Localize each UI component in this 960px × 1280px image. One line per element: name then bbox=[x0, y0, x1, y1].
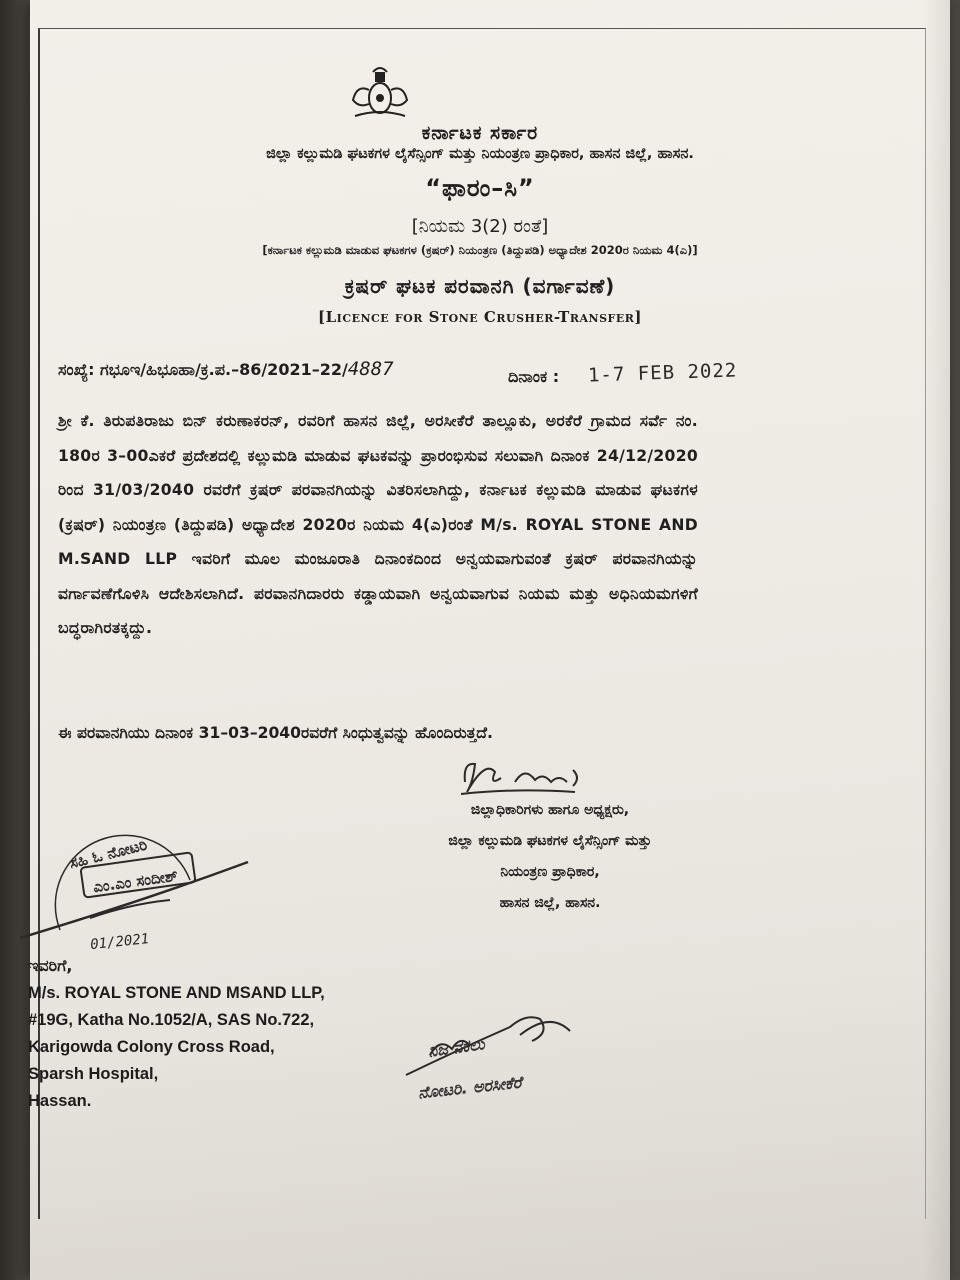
recipient-line-5: Hassan. bbox=[28, 1092, 92, 1110]
signatory-line-3: ನಿಯಂತ್ರಣ ಪ್ರಾಧಿಕಾರ, bbox=[500, 864, 600, 880]
signatory-block bbox=[390, 795, 710, 919]
signatory-line-2: ಜಿಲ್ಲಾ ಕಲ್ಲುಮಡಿ ಘಟಕಗಳ ಲೈಸೆನ್ಸಿಂಗ್ ಮತ್ತು bbox=[448, 833, 652, 849]
validity-statement: ಈ ಪರವಾನಗಿಯು ದಿನಾಂಕ 31–03–2040ರವರೆಗೆ ಸಿಂಧುತ್ವವನ್ನು ಹೊಂದಿರುತ್ತದೆ. bbox=[58, 724, 493, 742]
signatory-line-1: ಜಿಲ್ಲಾಧಿಕಾರಿಗಳು ಹಾಗೂ ಅಧ್ಯಕ್ಷರು, bbox=[470, 802, 630, 818]
licence-title-kannada: ಕ್ರಷರ್ ಘಟಕ ಪರವಾನಗಿ (ವರ್ಗಾವಣೆ) bbox=[344, 274, 616, 298]
state-emblem-icon bbox=[345, 60, 415, 122]
recipient-address bbox=[28, 980, 325, 1115]
to-label: ಇವರಿಗೆ, bbox=[28, 956, 73, 975]
stamp-arc-text: ಸಹಿ ಓ ನೋಟರಿ bbox=[67, 835, 149, 873]
notary-office-label: ನೋಟರಿ. ಅರಸೀಕೆರೆ bbox=[417, 1072, 523, 1103]
form-title: “ಫಾರಂ–ಸಿ” bbox=[425, 174, 535, 202]
reference-number-handwritten: 4887 bbox=[347, 358, 394, 380]
stamp-name-text: ಎಂ.ಎಂ ಸಂದೀಶ್ bbox=[92, 866, 179, 897]
recipient-line-4: Sparsh Hospital, bbox=[28, 1065, 159, 1083]
recipient-line-1: M/s. ROYAL STONE AND MSAND LLP, bbox=[28, 984, 325, 1002]
reference-number bbox=[58, 358, 394, 380]
recipient-line-3: Karigowda Colony Cross Road, bbox=[28, 1038, 275, 1056]
true-copy-label: ನಿಜ ನಕಲು bbox=[426, 1034, 486, 1061]
officer-signature-icon bbox=[455, 752, 595, 800]
recipient-line-2: #19G, Katha No.1052/A, SAS No.722, bbox=[28, 1011, 315, 1029]
authority-name: ಜಿಲ್ಲಾ ಕಲ್ಲುಮಡಿ ಘಟಕಗಳ ಲೈಸೆನ್ಸಿಂಗ್ ಮತ್ತು ನಿಯಂತ್ರಣ ಪ್ರಾಧಿಕಾರ, ಹಾಸನ ಜಿಲ್ಲೆ, ಹಾಸನ. bbox=[266, 146, 694, 162]
licence-title-english: [Licence for Stone Crusher-Transfer] bbox=[318, 308, 642, 326]
signatory-line-4: ಹಾಸನ ಜಿಲ್ಲೆ, ಹಾಸನ. bbox=[499, 895, 601, 911]
rule-reference: [ನಿಯಮ 3(2) ರಂತೆ] bbox=[411, 216, 549, 237]
reference-number-label: ಸಂಖ್ಯೆ: ಗಭೂಇ/ಹಿಭೂಹಾ/ಕ್ರ.ಪ.–86/2021–22/ bbox=[58, 360, 348, 379]
date-stamp: 1-7 FEB 2022 bbox=[587, 359, 738, 387]
licence-body-paragraph: ಶ್ರೀ ಕೆ. ತಿರುಪತಿರಾಜು ಬಿನ್ ಕರುಣಾಕರನ್, ರವರಿಗೆ ಹಾಸನ ಜಿಲ್ಲೆ, ಅರಸೀಕೆರೆ ತಾಲ್ಲೂಕು, ಅರಕೆರೆ ಗ್ರಾಮದ ಸರ್ವೆ ನಂ. 180ರ 3–00ಎಕರೆ ಪ್ರದೇಶದಲ್ಲಿ ಕಲ್ಲುಮಡಿ ಮಾಡುವ ಘಟಕವನ್ನು ಪ್ರಾರಂಭಿಸುವ ಸಲುವಾಗಿ ದಿನಾಂಕ 24/12/2020 ರಿಂದ 31/03/2040 ರವರೆಗೆ ಕ್ರಷರ್ ಪರವಾನಗಿಯನ್ನು ವಿತರಿಸಲಾಗಿದ್ದು, ಕರ್ನಾಟಕ ಕಲ್ಲುಮಡಿ ಮಾಡುವ ಘಟಕಗಳ (ಕ್ರಷರ್) ನಿಯಂತ್ರಣ (ತಿದ್ದುಪಡಿ) ಅಧ್ಯಾದೇಶ 2020ರ ನಿಯಮ 4(ಎ)ರಂತೆ M/s. ROYAL STONE AND M.SAND LLP ಇವರಿಗೆ ಮೂಲ ಮಂಜೂರಾತಿ ದಿನಾಂಕದಿಂದ ಅನ್ವಯವಾಗುವಂತೆ ಕ್ರಷರ್ ಪರವಾನಗಿಯನ್ನು ವರ್ಗಾವಣೆಗೊಳಿಸಿ ಆದೇಶಿಸಲಾಗಿದೆ. ಪರವಾನಗಿದಾರರು ಕಡ್ಡಾಯವಾಗಿ ಅನ್ವಯವಾಗುವ ನಿಯಮ ಮತ್ತು ಅಧಿನಿಯಮಗಳಿಗೆ ಬದ್ಧರಾಗಿರತಕ್ಕದ್ದು. bbox=[58, 412, 698, 637]
government-title: ಕರ್ನಾಟಕ ಸರ್ಕಾರ bbox=[421, 122, 539, 144]
date-label: ದಿನಾಂಕ : bbox=[508, 367, 560, 386]
stamp-date-text: 01/2021 bbox=[89, 930, 150, 954]
ordinance-reference: [ಕರ್ನಾಟಕ ಕಲ್ಲುಮಡಿ ಮಾಡುವ ಘಟಕಗಳ (ಕ್ರಷರ್) ನಿಯಂತ್ರಣ (ತಿದ್ದುಪಡಿ) ಅಧ್ಯಾದೇಶ 2020ರ ನಿಯಮ 4(ಎ)] bbox=[262, 243, 698, 257]
